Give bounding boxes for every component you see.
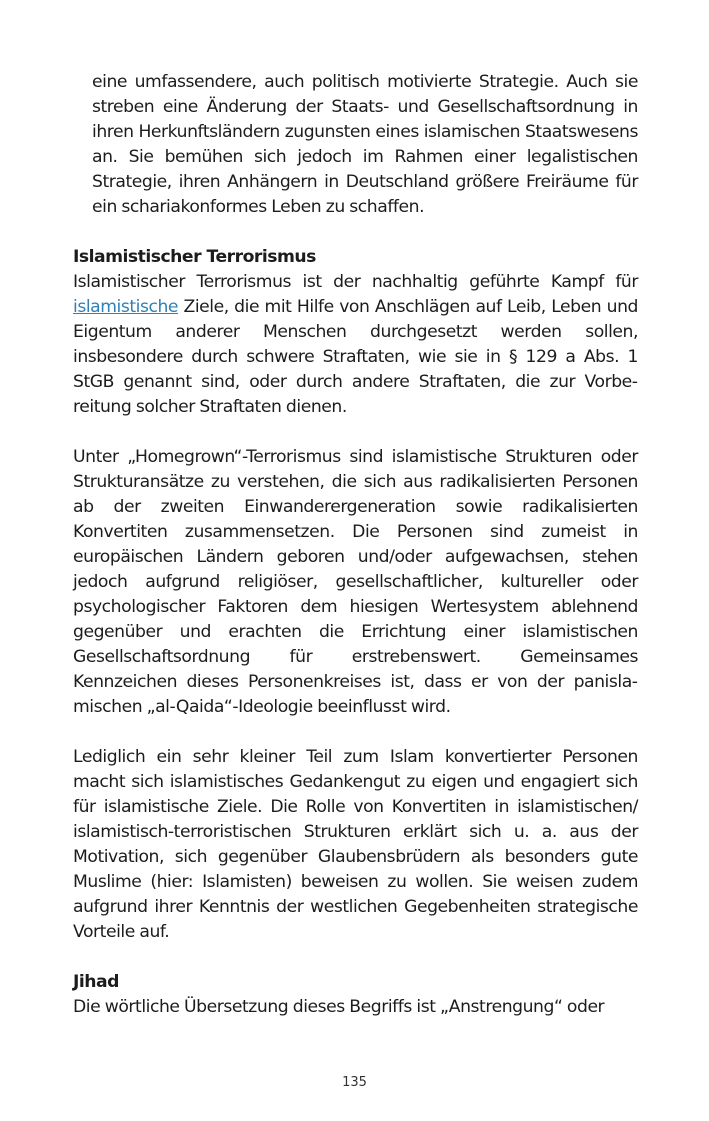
intro-paragraph: eine umfassendere, auch politisch motivierte Strategie. Auch sie streben eine Änderung der Staats- und Gesellschaftsordnung in ihren Herkunftsländern zugunsten eines islamischen Staatswesens an. Sie bemühen sich jedoch im Rahmen einer legalistischen Strategie, ihren Anhängern in Deutschland größere Freiräume für ein schariakonformes Leben zu schaffen. [92,72,638,217]
definition-text-start: Islamistischer Terrorismus ist der nachhaltig geführte Kampf für [73,272,638,292]
homegrown-paragraph: Unter „Homegrown“-Terrorismus sind islamistische Strukturen oder Strukturansätze zu verstehen, die sich aus radikalisierten Personen ab der zweiten Einwanderergeneration sowie radikalisierten Konvertiten zusammensetzen. Die Personen sind zumeist in europäischen Ländern geboren und/oder aufgewachsen, stehen jedoch aufgrund religiöser, gesellschaftlicher, kultureller oder psychologischer Faktoren dem hiesigen Wertesystem ablehnend gegenüber und erachten die Errichtung einer islamistischen Gesellschaftsordnung für erstrebenswert. Gemeinsames Kennzeichen dieses Personenkreises ist, dass er von der panislamischen „al-Qaida“-Ideologie beeinflusst wird. [73,447,638,717]
page-body [73,70,638,1020]
islamistische-link[interactable]: islamistische [73,297,179,317]
jihad-paragraph: Die wörtliche Übersetzung dieses Begriffs ist „Anstrengung“ oder [73,997,605,1017]
definition-text-end: Ziele, die mit Hilfe von Anschlägen auf Leib, Leben und Eigentum anderer Menschen durchgesetzt werden sollen, insbesondere durch schwere Straftaten, wie sie in § 129 a Abs. 1 StGB genannt sind, oder durch andere Straftaten, die zur Vorbereitung solcher Straftaten dienen. [73,297,638,417]
terrorism-heading: Islamistischer Terrorismus [73,247,316,267]
jihad-heading: Jihad [73,972,119,992]
terrorism-definition-paragraph [73,270,638,420]
converts-paragraph: Lediglich ein sehr kleiner Teil zum Islam konvertierter Personen macht sich islamistisches Gedankengut zu eigen und engagiert sich für islamistische Ziele. Die Rolle von Konvertiten in islamistischen/ islamistisch-terroristischen Strukturen erklärt sich u. a. aus der Motivation, sich gegenüber Glaubensbrüdern als besonders gute Muslime (hier: Islamisten) beweisen zu wollen. Sie weisen zudem aufgrund ihrer Kenntnis der westlichen Gegebenheiten strategische Vorteile auf. [73,747,638,942]
page-number: 135 [342,1075,367,1090]
